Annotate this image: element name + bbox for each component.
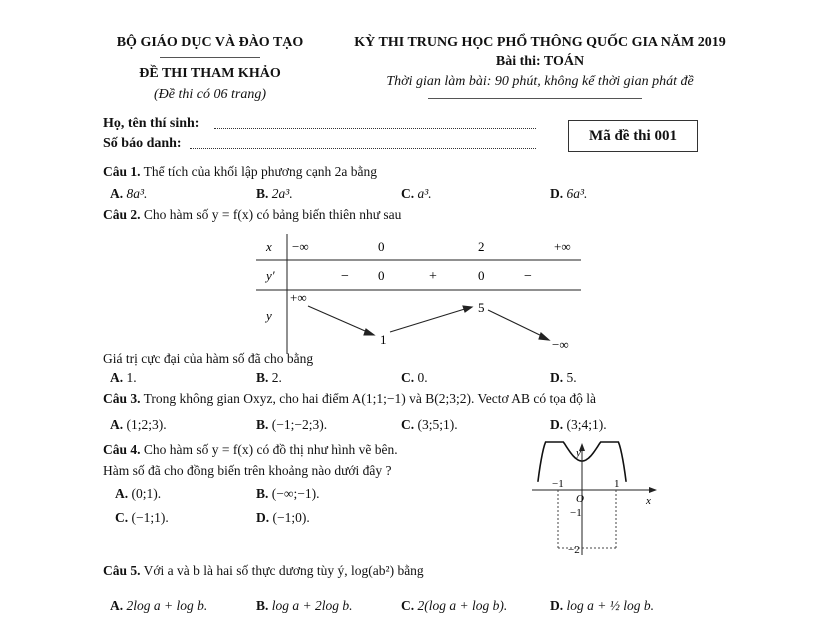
q3-option-b[interactable]: B. (−1;−2;3). [256, 417, 328, 432]
y-row-label: y [266, 308, 272, 323]
q2-option-d[interactable]: D. 5. [550, 370, 577, 385]
q3-option-a[interactable]: A. (1;2;3). [110, 417, 167, 432]
exam-type: ĐỀ THI THAM KHẢO [139, 66, 281, 81]
q4-option-b[interactable]: B. (−∞;−1). [256, 486, 320, 501]
x-axis-label: x [646, 495, 651, 507]
q2-option-a[interactable]: A. 1. [110, 370, 137, 385]
q5-option-c[interactable]: C. 2(log a + log b). [401, 598, 508, 613]
candidate-name-label: Họ, tên thí sinh: [103, 116, 200, 131]
y-value: −∞ [552, 337, 569, 352]
q4-option-c[interactable]: C. (−1;1). [115, 510, 169, 525]
q5-option-b[interactable]: B. log a + 2log b. [256, 598, 353, 613]
q1-option-a[interactable]: A. 8a³. [110, 186, 148, 201]
exam-code-box [568, 120, 698, 152]
subject: Bài thi: TOÁN [495, 54, 585, 69]
x-value: 2 [478, 239, 485, 254]
q1-option-d[interactable]: D. 6a³. [550, 186, 588, 201]
decrease-arrow [488, 310, 546, 338]
q2-option-b[interactable]: B. 2. [256, 370, 282, 385]
question-number: Câu 2. [103, 207, 141, 222]
y-value: 5 [478, 300, 485, 315]
question-number: Câu 5. [103, 563, 141, 578]
question-text: Trong không gian Oxyz, cho hai điểm A(1;1;−1) và B(2;3;2). Vectơ AB có tọa độ là [143, 391, 596, 406]
origin-label: O [576, 493, 584, 505]
x-value: −∞ [292, 239, 309, 254]
question-text: Cho hàm số y = f(x) có bảng biến thiên như sau [143, 207, 402, 222]
y-value: +∞ [290, 290, 307, 305]
increase-arrow [390, 308, 468, 332]
exam-code: Mã đề thi 001 [589, 127, 677, 144]
y-tick-label: −2 [568, 544, 580, 556]
q4-option-a[interactable]: A. (0;1). [115, 486, 162, 501]
question-2-prompt: Giá trị cực đại của hàm số đã cho bằng [103, 351, 314, 366]
time-allowed: Thời gian làm bài: 90 phút, không kể thời gian phát đề [386, 74, 694, 89]
q1-option-b[interactable]: B. 2a³. [256, 186, 293, 201]
yp-sign: + [429, 269, 437, 284]
candidate-name-field[interactable] [214, 118, 536, 129]
exam-title: KỲ THI TRUNG HỌC PHỔ THÔNG QUỐC GIA NĂM 2019 [354, 35, 726, 50]
question-4 [103, 442, 398, 458]
q3-option-d[interactable]: D. (3;4;1). [550, 417, 607, 432]
yp-sign: − [341, 269, 349, 284]
q4-option-d[interactable]: D. (−1;0). [256, 510, 310, 525]
question-1 [103, 164, 377, 180]
x-value: +∞ [554, 239, 571, 254]
yp-value: 0 [378, 268, 385, 283]
candidate-id-field[interactable] [190, 138, 536, 149]
question-number: Câu 1. [103, 164, 141, 179]
q5-option-a[interactable]: A. 2log a + log b. [110, 598, 208, 613]
y-value: 1 [380, 332, 387, 347]
x-row-label: x [266, 239, 272, 254]
decrease-arrow [308, 306, 372, 334]
yp-value: 0 [478, 268, 485, 283]
yp-row-label: y′ [266, 268, 275, 283]
question-2 [103, 207, 401, 223]
ministry-name: BỘ GIÁO DỤC VÀ ĐÀO TẠO [116, 35, 304, 50]
variation-table [256, 234, 586, 354]
question-3 [103, 391, 596, 407]
question-text: Với a và b là hai số thực dương tùy ý, log(ab²) bằng [143, 563, 424, 578]
yp-sign: − [524, 269, 532, 284]
candidate-id-label: Số báo danh: [103, 136, 182, 151]
page-count: (Đề thi có 06 trang) [154, 87, 266, 102]
q3-option-c[interactable]: C. (3;5;1). [401, 417, 458, 432]
q5-option-d[interactable]: D. log a + ½ log b. [550, 598, 654, 613]
q1-option-c[interactable]: C. a³. [401, 186, 432, 201]
question-text: Thể tích của khối lập phương cạnh 2a bằng [143, 164, 378, 179]
question-4-prompt: Hàm số đã cho đồng biến trên khoảng nào dưới đây ? [103, 463, 392, 478]
question-number: Câu 3. [103, 391, 141, 406]
y-axis-label: y [576, 447, 581, 459]
y-tick-label: −1 [570, 507, 582, 519]
header-divider-right [428, 98, 642, 99]
q2-option-c[interactable]: C. 0. [401, 370, 428, 385]
question-number: Câu 4. [103, 442, 141, 457]
x-value: 0 [378, 239, 385, 254]
header-divider-left [160, 57, 260, 58]
question-text: Cho hàm số y = f(x) có đồ thị như hình vẽ bên. [143, 442, 398, 457]
function-graph [530, 440, 660, 558]
question-5 [103, 563, 424, 579]
x-tick-label: −1 [552, 478, 564, 490]
x-tick-label: 1 [614, 478, 620, 490]
